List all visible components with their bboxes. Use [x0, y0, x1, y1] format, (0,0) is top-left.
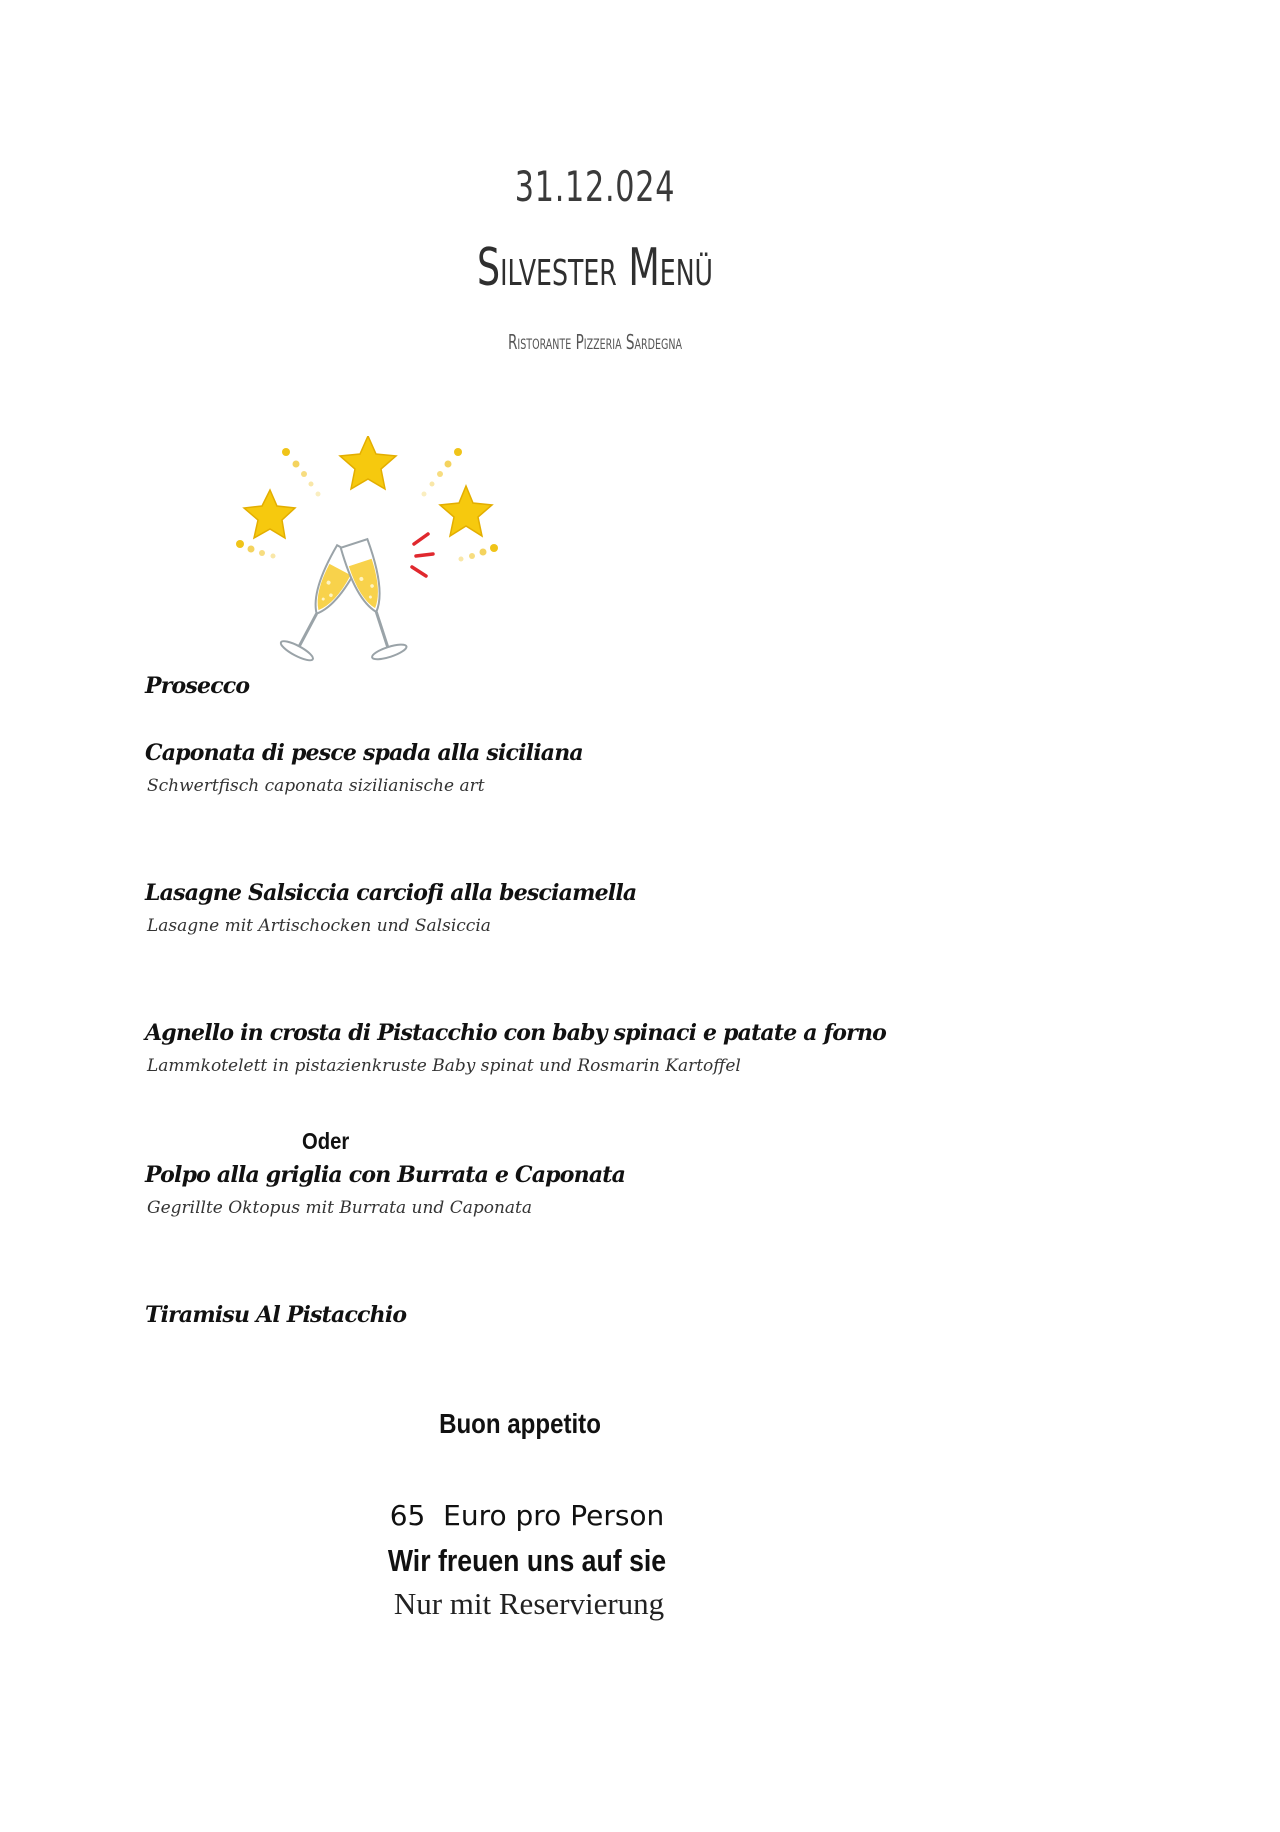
- price-per-person: 65 Euro pro Person: [389, 1499, 665, 1532]
- reservation-note: Nur mit Reservierung: [393, 1586, 665, 1621]
- page-title: Silvester Menü: [477, 238, 713, 298]
- slogan: Wir freuen uns auf sie: [387, 1543, 667, 1578]
- star-icon: [244, 490, 295, 538]
- star-icon: [340, 436, 396, 489]
- champagne-toast-stars-icon: [226, 436, 516, 676]
- dessert-name: Tiramisu Al Pistacchio: [145, 1302, 407, 1328]
- pasta-description: Lasagne mit Artischocken und Salsiccia: [147, 916, 491, 936]
- restaurant-name: Ristorante Pizzeria Sardegna: [507, 330, 683, 354]
- main-option-1-name: Agnello in crosta di Pistacchio con baby spinaci e patate a forno: [145, 1020, 887, 1046]
- star-icon: [440, 486, 492, 536]
- starter-name: Caponata di pesce spada alla siciliana: [145, 740, 583, 766]
- aperitif: Prosecco: [145, 673, 250, 699]
- starter-description: Schwertfisch caponata sizilianische art: [147, 776, 485, 796]
- menu-date: 31.12.024: [514, 162, 676, 211]
- main-option-2-name: Polpo alla griglia con Burrata e Caponata: [145, 1162, 626, 1188]
- main-option-1-description: Lammkotelett in pistazienkruste Baby spinat und Rosmarin Kartoffel: [147, 1056, 741, 1076]
- pasta-name: Lasagne Salsiccia carciofi alla besciamella: [145, 880, 637, 906]
- main-option-2-description: Gegrillte Oktopus mit Burrata und Caponata: [147, 1198, 533, 1218]
- closing-greeting: Buon appetito: [439, 1408, 601, 1439]
- menu-separator: Oder: [302, 1128, 350, 1154]
